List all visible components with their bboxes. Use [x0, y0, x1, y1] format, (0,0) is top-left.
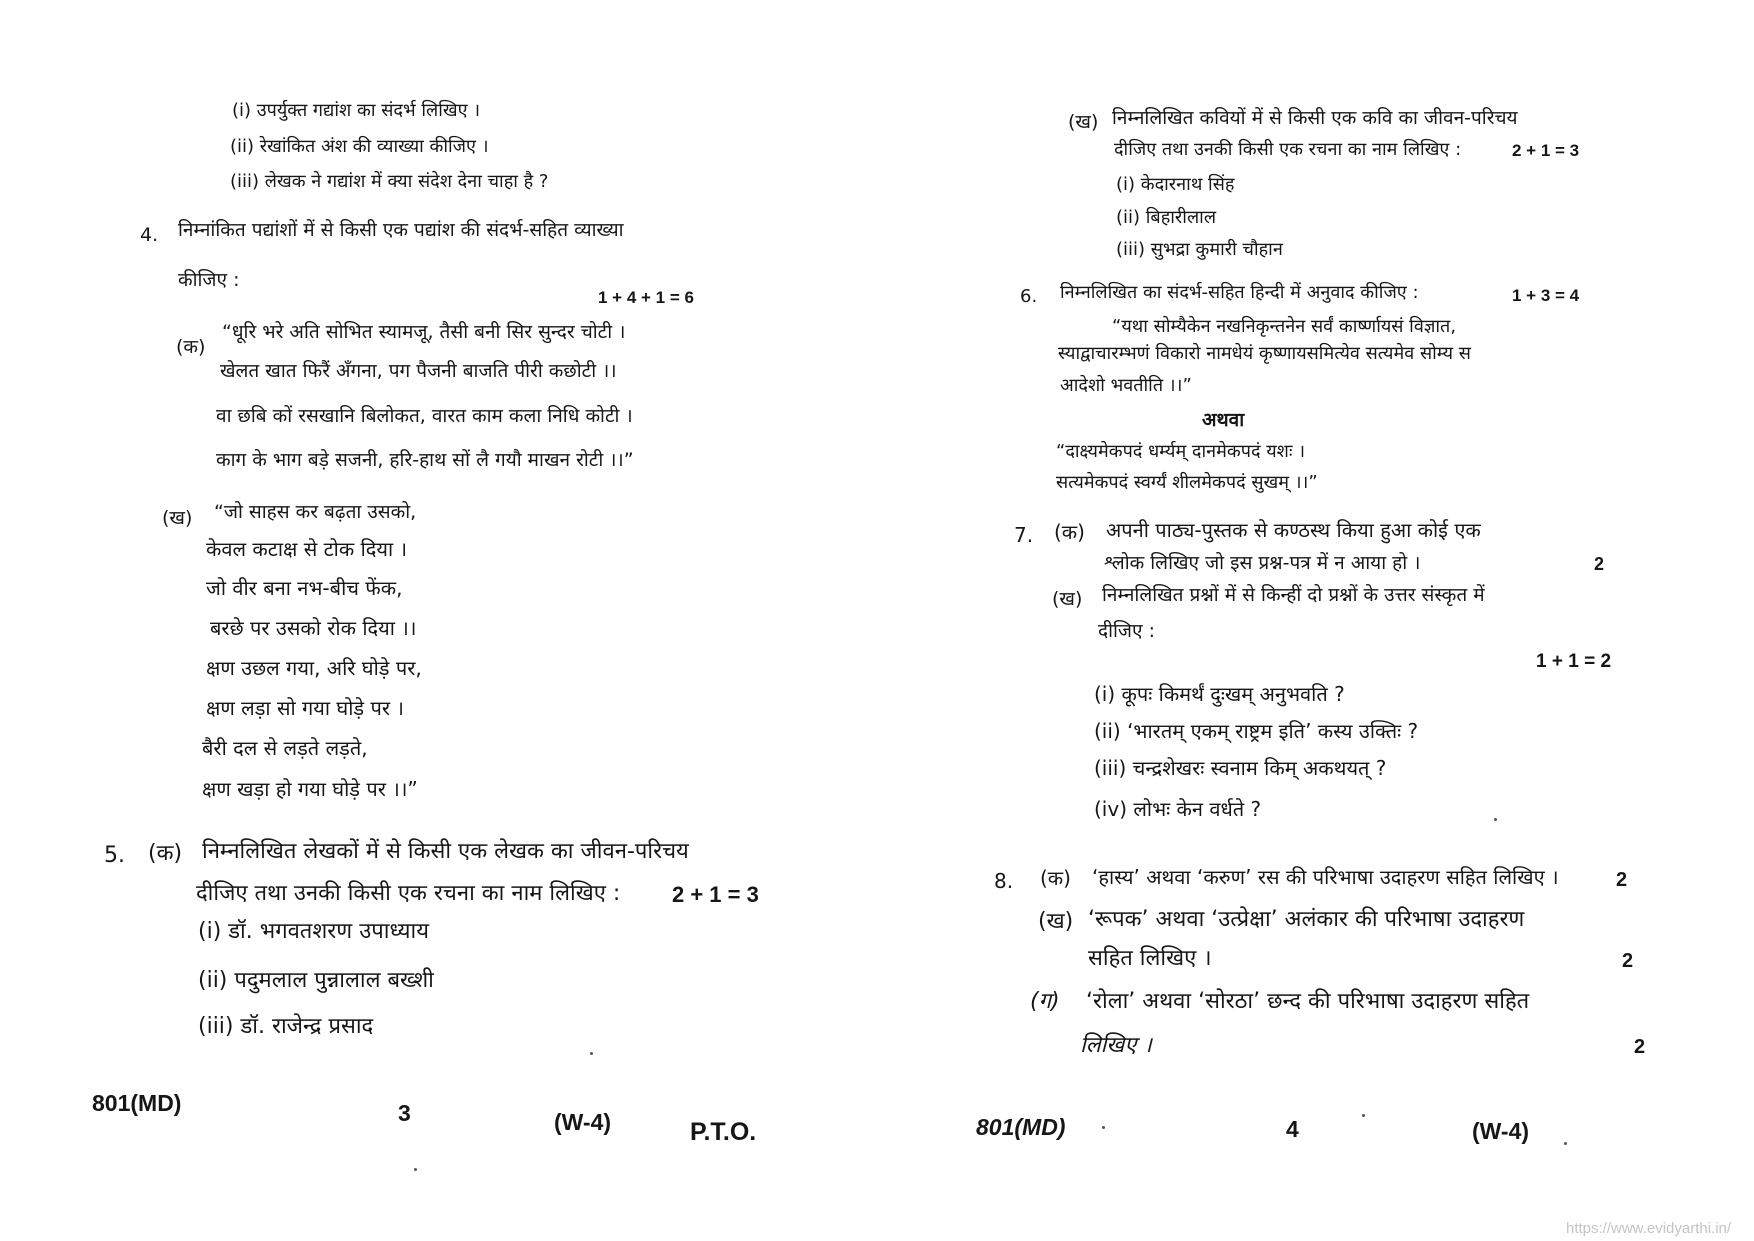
q4-kha-label: (ख) — [162, 507, 193, 529]
q8-ka-marks: 2 — [1616, 869, 1628, 891]
q6-text-line: आदेशो भवतीति ।।” — [1060, 375, 1192, 396]
watermark-url: https://www.evidyarthi.in/ — [1566, 1220, 1732, 1237]
q8-ga-line1: ‘रोला’ अथवा ‘सोरठा’ छन्द की परिभाषा उदाहरण सहित — [1086, 989, 1530, 1014]
q5-marks: 2 + 1 = 3 — [672, 882, 759, 907]
q5-option: (ii) पदुमलाल पुन्नालाल बख्शी — [198, 968, 434, 993]
q5-kha-line1: निम्नलिखित कवियों में से किसी एक कवि का जीवन-परिचय — [1112, 107, 1518, 129]
q4-marks: 1 + 4 + 1 = 6 — [598, 288, 694, 307]
q4-ka-label: (क) — [176, 336, 206, 358]
q4-ka-line: “धूरि भरे अति सोभित स्यामजू, तैसी बनी सिर सुन्दर चोटी । — [222, 321, 626, 343]
q4-kha-line: “जो साहस कर बढ़ता उसको, — [214, 501, 417, 523]
q8-ka-label: (क) — [1040, 866, 1071, 890]
q4-kha-line: क्षण खड़ा हो गया घोड़े पर ।।” — [202, 777, 418, 801]
q7-ka-marks: 2 — [1594, 554, 1605, 574]
footer-set-code: (W-4) — [554, 1109, 612, 1135]
q4-ka-line: वा छबि कों रसखानि बिलोकत, वारत काम कला निधि कोटी । — [216, 405, 633, 427]
q3-part-i: (i) उपर्युक्त गद्यांश का संदर्भ लिखिए । — [232, 100, 481, 121]
q6-text-line: “यथा सोम्यैकेन नखनिकृन्तनेन सर्वं कार्ष्णायसं विज्ञात, — [1112, 316, 1457, 337]
q4-number: 4. — [140, 224, 159, 246]
q7-ka-line1: अपनी पाठ्य-पुस्तक से कण्ठस्थ किया हुआ कोई एक — [1106, 518, 1481, 542]
footer-pto: P.T.O. — [690, 1118, 757, 1146]
q6-line1: निम्नलिखित का संदर्भ-सहित हिन्दी में अनुवाद कीजिए : — [1060, 282, 1419, 303]
q5-line2: दीजिए तथा उनकी किसी एक रचना का नाम लिखिए : — [196, 881, 621, 906]
q7-question: (i) कूपः किमर्थं दुःखम् अनुभवति ? — [1094, 682, 1345, 706]
q7-kha-line1: निम्नलिखित प्रश्नों में से किन्हीं दो प्रश्नों के उत्तर संस्कृत में — [1102, 584, 1485, 606]
q7-kha-label: (ख) — [1052, 588, 1083, 610]
q4-kha-line: क्षण लड़ा सो गया घोड़े पर । — [206, 696, 404, 720]
q3-part-ii: (ii) रेखांकित अंश की व्याख्या कीजिए । — [230, 136, 489, 157]
q7-question: (ii) ‘भारतम् एकम् राष्ट्रम इति’ कस्य उक्तिः ? — [1094, 719, 1419, 743]
q6-or: अथवा — [1202, 409, 1245, 431]
footer-set-code: (W-4) — [1472, 1118, 1530, 1144]
q7-question: (iv) लोभः केन वर्धते ? — [1094, 797, 1262, 821]
q8-number: 8. — [994, 869, 1014, 893]
q3-part-iii: (iii) लेखक ने गद्यांश में क्या संदेश देना चाहा है ? — [230, 171, 549, 192]
q7-question: (iii) चन्द्रशेखरः स्वनाम किम् अकथयत् ? — [1094, 756, 1387, 780]
q6-text-line: स्याद्वाचारम्भणं विकारो नामधेयं कृष्णायसमित्येव सत्यमेव सोम्य स — [1058, 343, 1471, 364]
footer-paper-code: 801(MD) — [92, 1090, 182, 1116]
q8-ga-marks: 2 — [1634, 1036, 1646, 1058]
q5-option: (i) डॉ. भगवतशरण उपाध्याय — [198, 919, 429, 944]
scan-speck — [414, 1168, 417, 1171]
q5-number: 5. — [104, 843, 125, 868]
scan-speck — [1362, 1114, 1365, 1117]
q4-line1: निम्नांकित पद्यांशों में से किसी एक पद्यांश की संदर्भ-सहित व्याख्या — [178, 219, 624, 241]
q4-kha-line: जो वीर बना नभ-बीच फेंक, — [206, 576, 403, 600]
q6-number: 6. — [1020, 286, 1038, 307]
q5-kha-label: (ख) — [1068, 111, 1099, 133]
q4-kha-line: क्षण उछल गया, अरि घोड़े पर, — [206, 656, 422, 680]
q8-kha-marks: 2 — [1622, 950, 1634, 972]
q4-ka-line: खेलत खात फिरैं अँगना, पग पैजनी बाजति पीरी कछोटी ।। — [220, 360, 617, 382]
scan-speck — [1102, 1126, 1105, 1129]
q5-kha-option: (i) केदारनाथ सिंह — [1116, 174, 1235, 195]
q5-kha-option: (iii) सुभद्रा कुमारी चौहान — [1116, 239, 1283, 260]
q8-ka-text: ‘हास्य’ अथवा ‘करुण’ रस की परिभाषा उदाहरण सहित लिखिए । — [1092, 865, 1559, 889]
q7-number: 7. — [1014, 523, 1034, 547]
q4-ka-line: काग के भाग बड़े सजनी, हरि-हाथ सों लै गयौ माखन रोटी ।।” — [216, 449, 634, 471]
q8-kha-label: (ख) — [1038, 909, 1074, 934]
q7-ka-label: (क) — [1054, 520, 1085, 544]
q6-alt-line: “दाक्ष्यमेकपदं धर्म्यम् दानमेकपदं यशः । — [1056, 441, 1306, 462]
q8-kha-line1: ‘रूपक’ अथवा ‘उत्प्रेक्षा’ अलंकार की परिभाषा उदाहरण — [1088, 907, 1525, 932]
q5-kha-option: (ii) बिहारीलाल — [1116, 207, 1217, 228]
footer-paper-code: 801(MD) — [976, 1114, 1066, 1140]
scan-speck — [590, 1052, 593, 1055]
q7-kha-line2: दीजिए : — [1098, 620, 1155, 642]
q7-ka-line2: श्लोक लिखिए जो इस प्रश्न-पत्र में न आया हो । — [1104, 552, 1421, 574]
q5-kha-marks: 2 + 1 = 3 — [1512, 141, 1580, 160]
q5-kha-line2: दीजिए तथा उनकी किसी एक रचना का नाम लिखिए : — [1114, 139, 1462, 160]
footer-page-number: 3 — [398, 1100, 411, 1126]
q8-kha-line2: सहित लिखिए । — [1088, 946, 1212, 971]
q4-kha-line: बरछे पर उसको रोक दिया ।। — [210, 616, 417, 640]
q5-option: (iii) डॉ. राजेन्द्र प्रसाद — [198, 1014, 374, 1039]
scan-speck — [1564, 1142, 1567, 1145]
q4-kha-line: बैरी दल से लड़ते लड़ते, — [202, 736, 368, 760]
q4-line2: कीजिए : — [178, 269, 240, 291]
q7-kha-marks: 1 + 1 = 2 — [1536, 651, 1612, 672]
q5-line1: निम्नलिखित लेखकों में से किसी एक लेखक का जीवन-परिचय — [202, 839, 689, 864]
footer-page-number: 4 — [1286, 1116, 1299, 1142]
q6-alt-line: सत्यमेकपदं स्वर्ग्यं शीलमेकपदं सुखम् ।।” — [1056, 472, 1318, 493]
q6-marks: 1 + 3 = 4 — [1512, 286, 1580, 305]
q8-ga-line2: लिखिए । — [1080, 1033, 1152, 1058]
scan-speck — [1494, 818, 1497, 821]
q8-ga-label: (ग) — [1030, 989, 1060, 1014]
q4-kha-line: केवल कटाक्ष से टोक दिया । — [206, 537, 408, 561]
q5-ka-label: (क) — [148, 841, 183, 866]
